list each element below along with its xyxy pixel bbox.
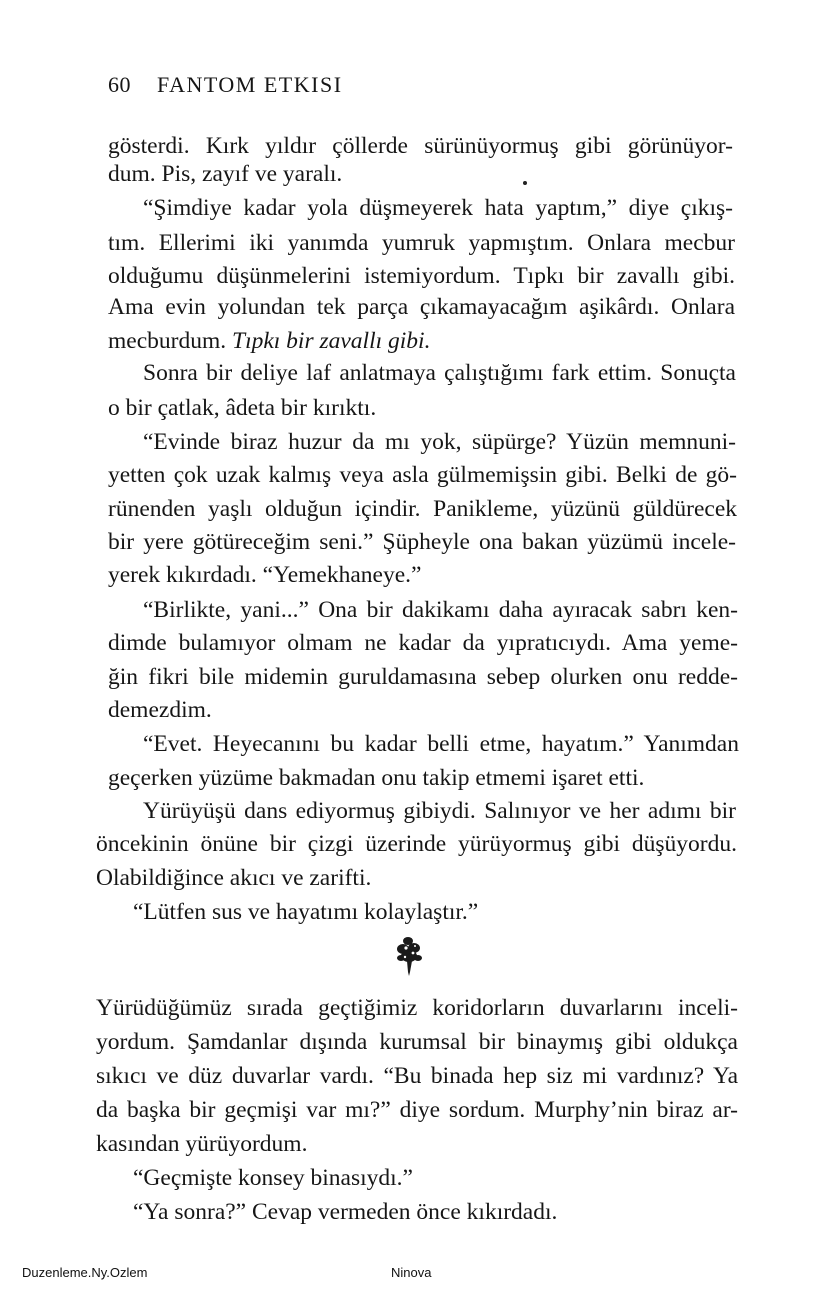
text-line: olduğumu düşünmelerini istemiyordum. Tıpkı bir zavallı gibi. xyxy=(108,263,735,289)
page-number: 60 xyxy=(108,72,131,97)
text-line: Sonra bir deliye laf anlatmaya çalıştığımı fark ettim. Sonuçta xyxy=(143,360,736,386)
text-line: gösterdi. Kırk yıldır çöllerde sürünüyormuş gibi görünüyor- xyxy=(108,133,733,159)
running-head xyxy=(108,72,343,98)
text-line: yordum. Şamdanlar dışında kurumsal bir binaymış gibi oldukça xyxy=(96,1029,738,1055)
running-title: FANTOM ETKISI xyxy=(157,72,343,97)
footer-credit: Duzenleme.Ny.Ozlem xyxy=(22,1265,148,1280)
text-line: bir yere götüreceğim seni.” Şüpheyle ona bakan yüzümü incele- xyxy=(108,529,736,555)
text-line: “Ya sonra?” Cevap vermeden önce kıkırdadı. xyxy=(133,1199,558,1225)
text-line: rünenden yaşlı olduğun içindir. Panikleme, yüzünü güldürecek xyxy=(108,496,737,522)
text-line: dum. Pis, zayıf ve yaralı. xyxy=(108,161,343,187)
section-break-ornament-icon xyxy=(394,934,426,978)
italic-phrase: Tıpkı bir zavallı gibi. xyxy=(232,328,431,354)
text-line xyxy=(108,327,430,355)
text-line: “Geçmişte konsey binasıydı.” xyxy=(133,1165,413,1191)
text-line: ğin fikri bile midemin guruldamasına sebep olurken onu redde- xyxy=(108,664,738,690)
footer-publisher: Ninova xyxy=(391,1265,432,1280)
text-line: yerek kıkırdadı. “Yemekhaneye.” xyxy=(108,562,422,588)
text-line: demezdim. xyxy=(108,697,212,723)
text-line: yetten çok uzak kalmış veya asla gülmemişsin gibi. Belki de gö- xyxy=(108,462,737,488)
text-line: “Lütfen sus ve hayatımı kolaylaştır.” xyxy=(133,899,479,925)
text-line: öncekinin önüne bir çizgi üzerinde yürüyormuş gibi düşüyordu. xyxy=(96,831,737,857)
text-line: dimde bulamıyor olmam ne kadar da yıpratıcıydı. Ama yeme- xyxy=(108,630,738,656)
text-line: kasından yürüyordum. xyxy=(96,1131,308,1157)
text-line: “Evinde biraz huzur da mı yok, süpürge? Yüzün memnuni- xyxy=(143,429,736,455)
text-line: tım. Ellerimi iki yanımda yumruk yapmıştım. Onlara mecbur xyxy=(108,230,735,256)
text-fragment: mecburdum. xyxy=(108,328,227,354)
text-line: sıkıcı ve düz duvarlar vardı. “Bu binada hep siz mi vardınız? Ya xyxy=(96,1063,738,1089)
text-line: “Birlikte, yani...” Ona bir dakikamı daha ayıracak sabrı ken- xyxy=(143,597,738,623)
text-line: o bir çatlak, âdeta bir kırıktı. xyxy=(108,395,377,421)
text-line: Yürüyüşü dans ediyormuş gibiydi. Salınıyor ve her adımı bir xyxy=(143,798,736,824)
text-line: “Evet. Heyecanını bu kadar belli etme, hayatım.” Yanımdan xyxy=(143,731,739,757)
text-line: Yürüdüğümüz sırada geçtiğimiz koridorların duvarlarını inceli- xyxy=(96,995,738,1021)
text-line: Olabildiğince akıcı ve zarifti. xyxy=(96,865,372,891)
ink-speck xyxy=(523,181,527,185)
text-line: geçerken yüzüme bakmadan onu takip etmemi işaret etti. xyxy=(108,765,645,791)
text-line: Ama evin yolundan tek parça çıkamayacağım aşikârdı. Onlara xyxy=(108,294,735,320)
text-line: da başka bir geçmişi var mı?” diye sordum. Murphy’nin biraz ar- xyxy=(96,1097,738,1123)
text-line: “Şimdiye kadar yola düşmeyerek hata yaptım,” diye çıkış- xyxy=(143,195,733,221)
